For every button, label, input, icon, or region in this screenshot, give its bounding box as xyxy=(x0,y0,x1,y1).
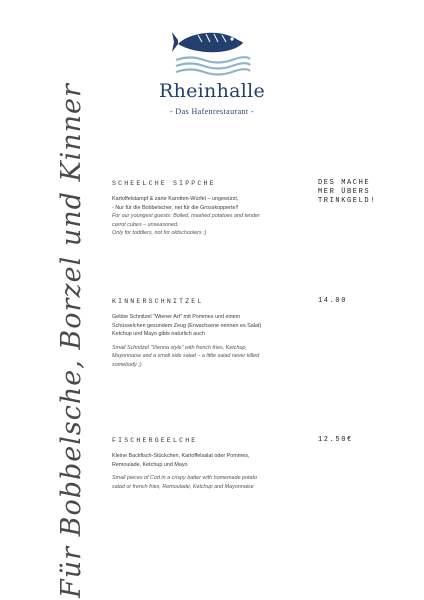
description-line-en: somebody ;) xyxy=(112,361,142,368)
tagline: - Das Hafenrestaurant - xyxy=(169,107,255,116)
menu-section-fischergeelche xyxy=(112,437,322,491)
price-kinnerschnitzel xyxy=(318,297,347,306)
price-line: 12.50€ xyxy=(318,436,353,444)
description-line-en: Small pieces of Cod in a crispy batter with homemade potato xyxy=(112,475,258,481)
section-title: SCHEELCHE SIPPCHE xyxy=(112,180,216,187)
description-line: Remoulade, Ketchup und Mayo xyxy=(112,461,188,468)
section-title: KINNERSCHNITZEL xyxy=(112,298,204,305)
description-line-en: Only for toddlers, not for oldschoolers :) xyxy=(112,230,207,236)
description-line-en: Mayonnaise and a small side salad – a little salad never killed xyxy=(112,353,260,359)
description-line-en: For our youngest guests: Boiled, mashed potatoes and tender xyxy=(112,213,260,219)
waves-icon xyxy=(176,57,250,74)
description-line: Schüsselchen gesundem Zeug (Erwachsene nennen es Salat) xyxy=(112,322,262,329)
sidebar xyxy=(26,58,86,598)
price-line: MER ÜBERS xyxy=(318,188,371,196)
menu-section-scheelche-sippche xyxy=(112,180,322,238)
price-scheelche-sippche xyxy=(318,179,376,206)
description-line: - Nur für die Bobbelscher, net für die Grosskopperte!! xyxy=(112,204,239,211)
description-line: Kartoffelstampf & zarte Karotten-Würfel – ungewürzt, xyxy=(112,196,239,202)
description-line-en: Small Schnitzel "Vienna style" with french fries, Ketchup, xyxy=(112,344,247,351)
price-fischergeelche xyxy=(318,436,353,445)
sidebar-script-text: Für Bobbelsche, Borzel und Kinner xyxy=(56,83,87,598)
brand-name: Rheinhalle xyxy=(158,80,266,102)
fish-logo-icon xyxy=(168,26,258,82)
section-title: FISCHERGEELCHE xyxy=(112,437,198,444)
price-line: 14.00 xyxy=(318,297,348,305)
price-line: DES MACHE xyxy=(318,179,371,187)
description-line: Ketchup und Mayo gibts natürlich auch xyxy=(112,331,205,337)
fish-icon xyxy=(172,32,243,52)
menu-section-kinnerschnitzel xyxy=(112,298,322,369)
description-line-en: carrot cubes – unseasoned. xyxy=(112,221,179,228)
description-line: Gebbe Schnitzel "Wiener Art" mit Pommes und einem xyxy=(112,314,241,320)
price-line: TRINKGELD! xyxy=(318,197,377,205)
description-line: Kleine Backfisch-Stückchen, Kartoffelsalat oder Pommes, xyxy=(112,453,250,459)
description-line-en: salad or french fries, Remoulade, Ketchup and Mayonnaise xyxy=(112,483,254,490)
